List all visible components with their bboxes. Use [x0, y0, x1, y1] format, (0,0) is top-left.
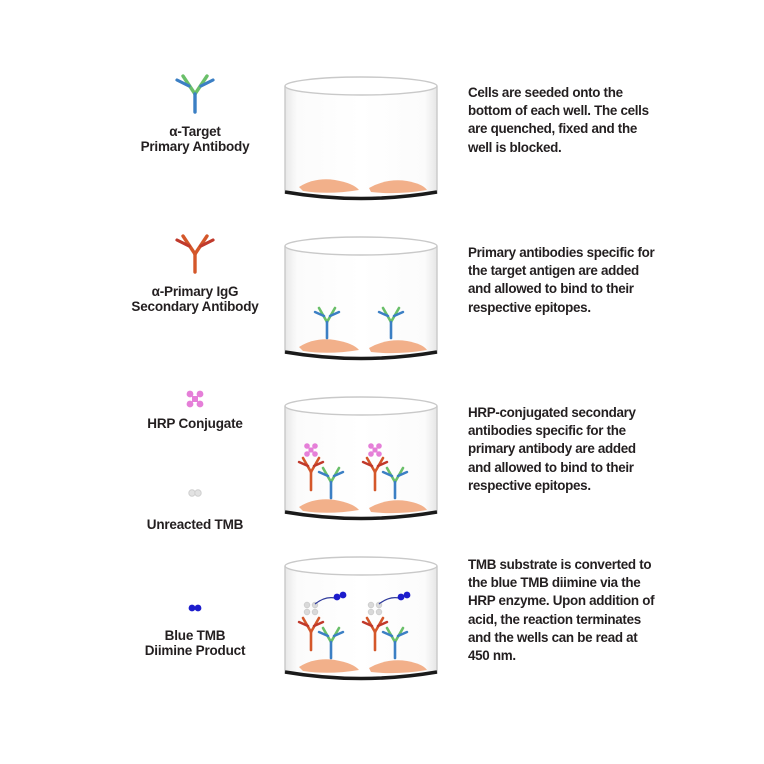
step-row-3: [0, 382, 764, 532]
legend-label-step-1: α-Target Primary Antibody: [140, 124, 250, 154]
legend-label-step-2: α-Primary IgG Secondary Antibody: [131, 284, 259, 314]
well-vessel-3: [277, 394, 445, 526]
antibody-y-icon: [95, 222, 295, 284]
step-row-4: [0, 542, 764, 692]
legend-label-step-3b: Unreacted TMB: [146, 517, 244, 532]
well-vessel-2: [277, 234, 445, 366]
legend-label-step-4: Blue TMB Diimine Product: [144, 628, 246, 658]
hrp-conjugate-icon: [95, 382, 295, 416]
antibody-y-icon: [95, 62, 295, 124]
legend-step-1: [95, 62, 295, 154]
description-step-2: Primary antibodies specific for the target antigen are added and allowed to bind to their respective epitopes.: [468, 245, 655, 315]
step-row-1: [0, 62, 764, 212]
well-vessel-4: [277, 554, 445, 686]
legend-step-3: [95, 382, 295, 532]
description-step-1: Cells are seeded onto the bottom of each well. The cells are quenched, fixed and the well is blocked.: [468, 85, 649, 155]
description-step-4: TMB substrate is converted to the blue TMB diimine via the HRP enzyme. Upon addition of acid, the reaction terminates and the wells can be read at 450 nm.: [468, 557, 655, 664]
tmb-blue-icon: [95, 588, 295, 628]
well-step-4: [277, 554, 447, 686]
legend-step-2: [95, 222, 295, 314]
well-step-3: [277, 394, 447, 526]
legend-step-4: [95, 588, 295, 658]
well-step-2: [277, 234, 447, 366]
description-step-3: HRP-conjugated secondary antibodies specific for the primary antibody are added and allowed to bind to their respective epitopes.: [468, 405, 636, 493]
tmb-unreacted-icon: [95, 471, 295, 517]
legend-label-step-3: HRP Conjugate: [147, 416, 243, 431]
well-step-1: [277, 74, 447, 206]
well-vessel-1: [277, 74, 445, 206]
step-row-2: [0, 222, 764, 372]
